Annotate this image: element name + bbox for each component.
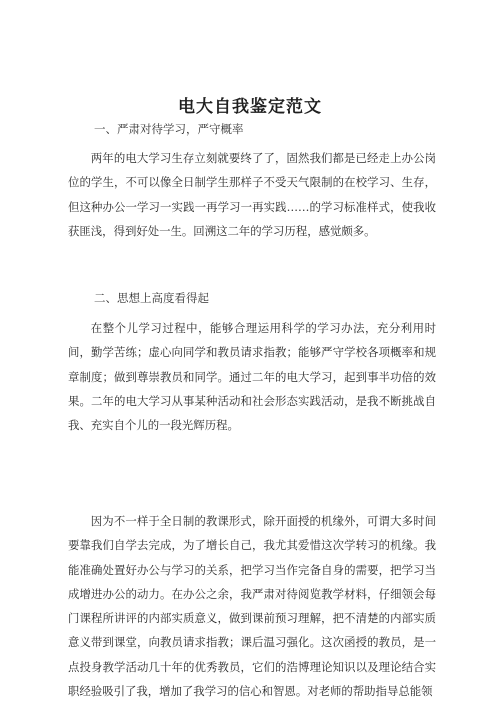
section-heading-1: 一、严肃对待学习，严守概率	[94, 122, 244, 136]
section-heading-2: 二、思想上高度看得起	[94, 291, 209, 305]
section-2-paragraph-2: 因为不一样于全日制的教课形式，除开面授的机缘外，可谓大多时间要靠我们自学去完成，为了增长自己，我尤其爱惜这次学转习的机缘。我能准确处置好办公与学习的关系，把学习当作完备自身的需要，把学习当成增进办公的动力。在办公之余，我严肃对待阅览教学材料，仔细领会每门课程所讲评的内部实质意义，做到课前预习理解，把不清楚的内部实质意义带到课堂，向教员请求指教；课后温习强化。这次函授的教员，是一点投身教学活动几十年的优秀教员，它们的浩博理论知识以及理论结合实职经验吸引了我，增加了我学习的信心和智恩。对老师的帮助指导总能领	[68, 514, 436, 699]
section-2-paragraph-1: 在整个儿学习过程中，能够合理运用科学的学习办法，充分利用时间，勤学苦练；虚心向同学和教员请求指教；能够严守学校各项概率和规章制度；做到尊崇教员和同学。通过二年的电大学习，起到事半功倍的效果。二年的电大学习从事某种活动和社会形态实践活动，是我不断挑战自我、充实自个儿的一段光辉历程。	[68, 321, 436, 433]
section-1-paragraph-1: 两年的电大学习生存立刻就要终了了，固然我们都是已经走上办公岗位的学生，不可以像全日制学生那样子不受天气限制的在校学习、生存，但这种办公一学习一实践一再学习一再实践……的学习标准样式，使我收获匪浅，得到好处一生。回溯这二年的学习历程，感觉颇多。	[68, 151, 436, 238]
document-title: 电大自我鉴定范文	[178, 97, 322, 117]
